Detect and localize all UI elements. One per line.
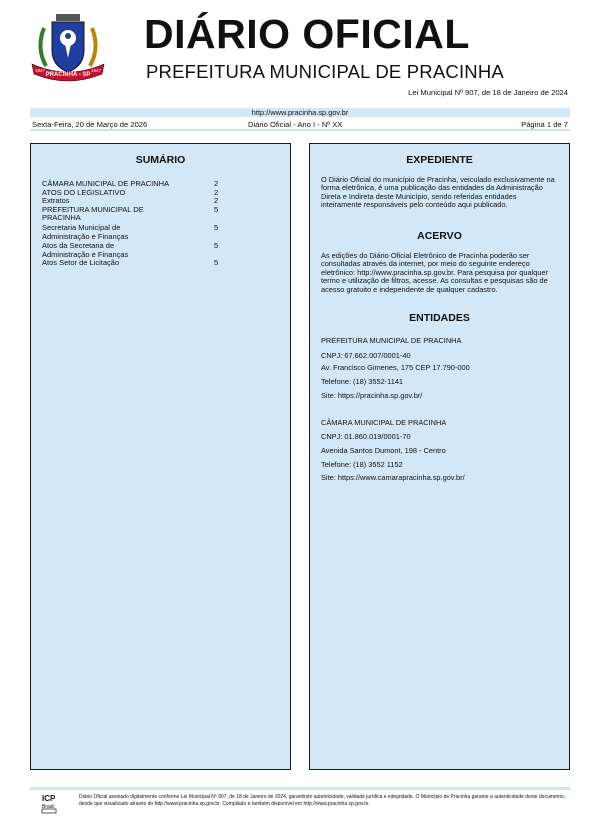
summary-item[interactable] xyxy=(42,259,272,268)
entity-camara-name: CÂMARA MUNICIPAL DE PRACINHA xyxy=(321,418,447,427)
entity-prefeitura-phone: Telefone: (18) 3552-1141 xyxy=(321,377,404,386)
entity-camara-address: Avenida Santos Dumont, 198 - Centro xyxy=(321,446,446,455)
summary-item-label: PREFEITURA MUNICIPAL DE PRACINHA xyxy=(42,204,144,223)
site-link[interactable]: http://www.pracinha.sp.gov.br xyxy=(251,108,349,117)
icp-logo-bottom: Brasil xyxy=(42,804,55,810)
summary-panel xyxy=(30,143,291,770)
entity-prefeitura-cnpj: CNPJ: 67.662.007/0001-40 xyxy=(321,351,411,360)
summary-item-label: Secretaria Municipal de Administração e Finanças xyxy=(42,222,129,241)
entity-prefeitura-address: Av. Francisco Gimenes, 175 CEP 17.790-000 xyxy=(321,363,470,372)
summary-item-page: 2 xyxy=(214,187,219,197)
summary-item-label: ATOS DO LEGISLATIVO xyxy=(42,187,126,197)
crest-year-right: 1947 xyxy=(90,68,102,73)
expediente-text: O Diário Oficial do município de Pracinha, veiculado exclusivamente na forma eletrônica, é uma publicação das entidades da Administração Direta e Indireta deste Município, sendo referidas entidades inteiramente responsáveis pelo conteúdo aqui publicado. xyxy=(321,175,555,210)
municipal-crest xyxy=(28,14,108,82)
info-panel xyxy=(309,143,570,770)
footer-note: Diário Oficial assinado digitalmente conforme Lei Municipal Nº 907, de 18 de Janeiro de 2024, garantindo autenticidade, validade jurídica e integridade. O Município de Pracinha garante a autenticidade deste documento, desde que visualizado através do http://www.pracinha.sp.gov.br. Compilado e também disponível em http://www.pracinha.sp.gov.br. xyxy=(79,794,566,807)
crest-label: PRACINHA - SP xyxy=(45,72,91,78)
acervo-text: As edições do Diário Oficial Eletrônico de Pracinha poderão ser consultadas através da internet, por meio do seguinte endereço eletrônico: http://www.pracinha.sp.gov.br. Para pesquisa por qualquer termo e utilização de filtros, acesse. As consultas e pesquisas são de acesso gratuito e independente de qualquer cadastro. xyxy=(321,251,549,294)
summary-item[interactable] xyxy=(42,206,272,223)
edition-date: Sexta-Feira, 20 de Março de 2026 xyxy=(32,120,148,129)
entity-prefeitura-name: PREFEITURA MUNICIPAL DE PRACINHA xyxy=(321,336,462,345)
summary-item-label: Extratos xyxy=(42,196,70,206)
summary-item-label: Atos da Secretaria de Administração e Finanças xyxy=(42,241,129,259)
entity-camara-site[interactable]: Site: https://www.camarapracinha.sp.gov.br/ xyxy=(321,473,465,482)
summary-item-page: 5 xyxy=(214,222,219,232)
url-bar xyxy=(30,108,570,117)
summary-item-page: 5 xyxy=(214,204,219,214)
summary-item[interactable] xyxy=(42,189,272,198)
icp-logo-top: ICP xyxy=(42,794,56,803)
crest-year-left: 1947 xyxy=(34,68,46,73)
summary-item-label: Atos Setor de Licitação xyxy=(42,258,120,268)
law-reference: Lei Municipal Nº 907, de 18 de Janeiro de 2024 xyxy=(408,88,568,97)
summary-list xyxy=(42,180,272,268)
summary-item-label: CÂMARA MUNICIPAL DE PRACINHA xyxy=(42,179,170,188)
page-subtitle: PREFEITURA MUNICIPAL DE PRACINHA xyxy=(146,61,504,82)
entity-prefeitura-site[interactable]: Site: https://pracinha.sp.gov.br/ xyxy=(321,391,423,400)
summary-item[interactable] xyxy=(42,224,272,241)
summary-title: SUMÁRIO xyxy=(135,154,186,166)
expediente-title: EXPEDIENTE xyxy=(406,154,473,166)
entity-camara-cnpj: CNPJ: 01.860.019/0001-70 xyxy=(321,432,411,441)
summary-item-page: 5 xyxy=(214,258,219,268)
entidades-title: ENTIDADES xyxy=(409,312,470,324)
footer-divider xyxy=(30,787,570,790)
edition-number: Diário Oficial - Ano I - Nº XX xyxy=(248,120,343,129)
summary-item-page: 2 xyxy=(214,179,219,188)
edition-info-bar xyxy=(30,118,570,131)
page-indicator: Página 1 de 7 xyxy=(521,120,568,129)
summary-item-page: 2 xyxy=(214,196,219,206)
page-title: DIÁRIO OFICIAL xyxy=(144,11,470,57)
icp-brasil-logo xyxy=(40,793,68,815)
acervo-title: ACERVO xyxy=(417,230,462,242)
entity-camara-phone: Telefone: (18) 3552 1152 xyxy=(321,460,403,469)
summary-item[interactable] xyxy=(42,242,272,259)
summary-item-page: 5 xyxy=(214,241,219,251)
